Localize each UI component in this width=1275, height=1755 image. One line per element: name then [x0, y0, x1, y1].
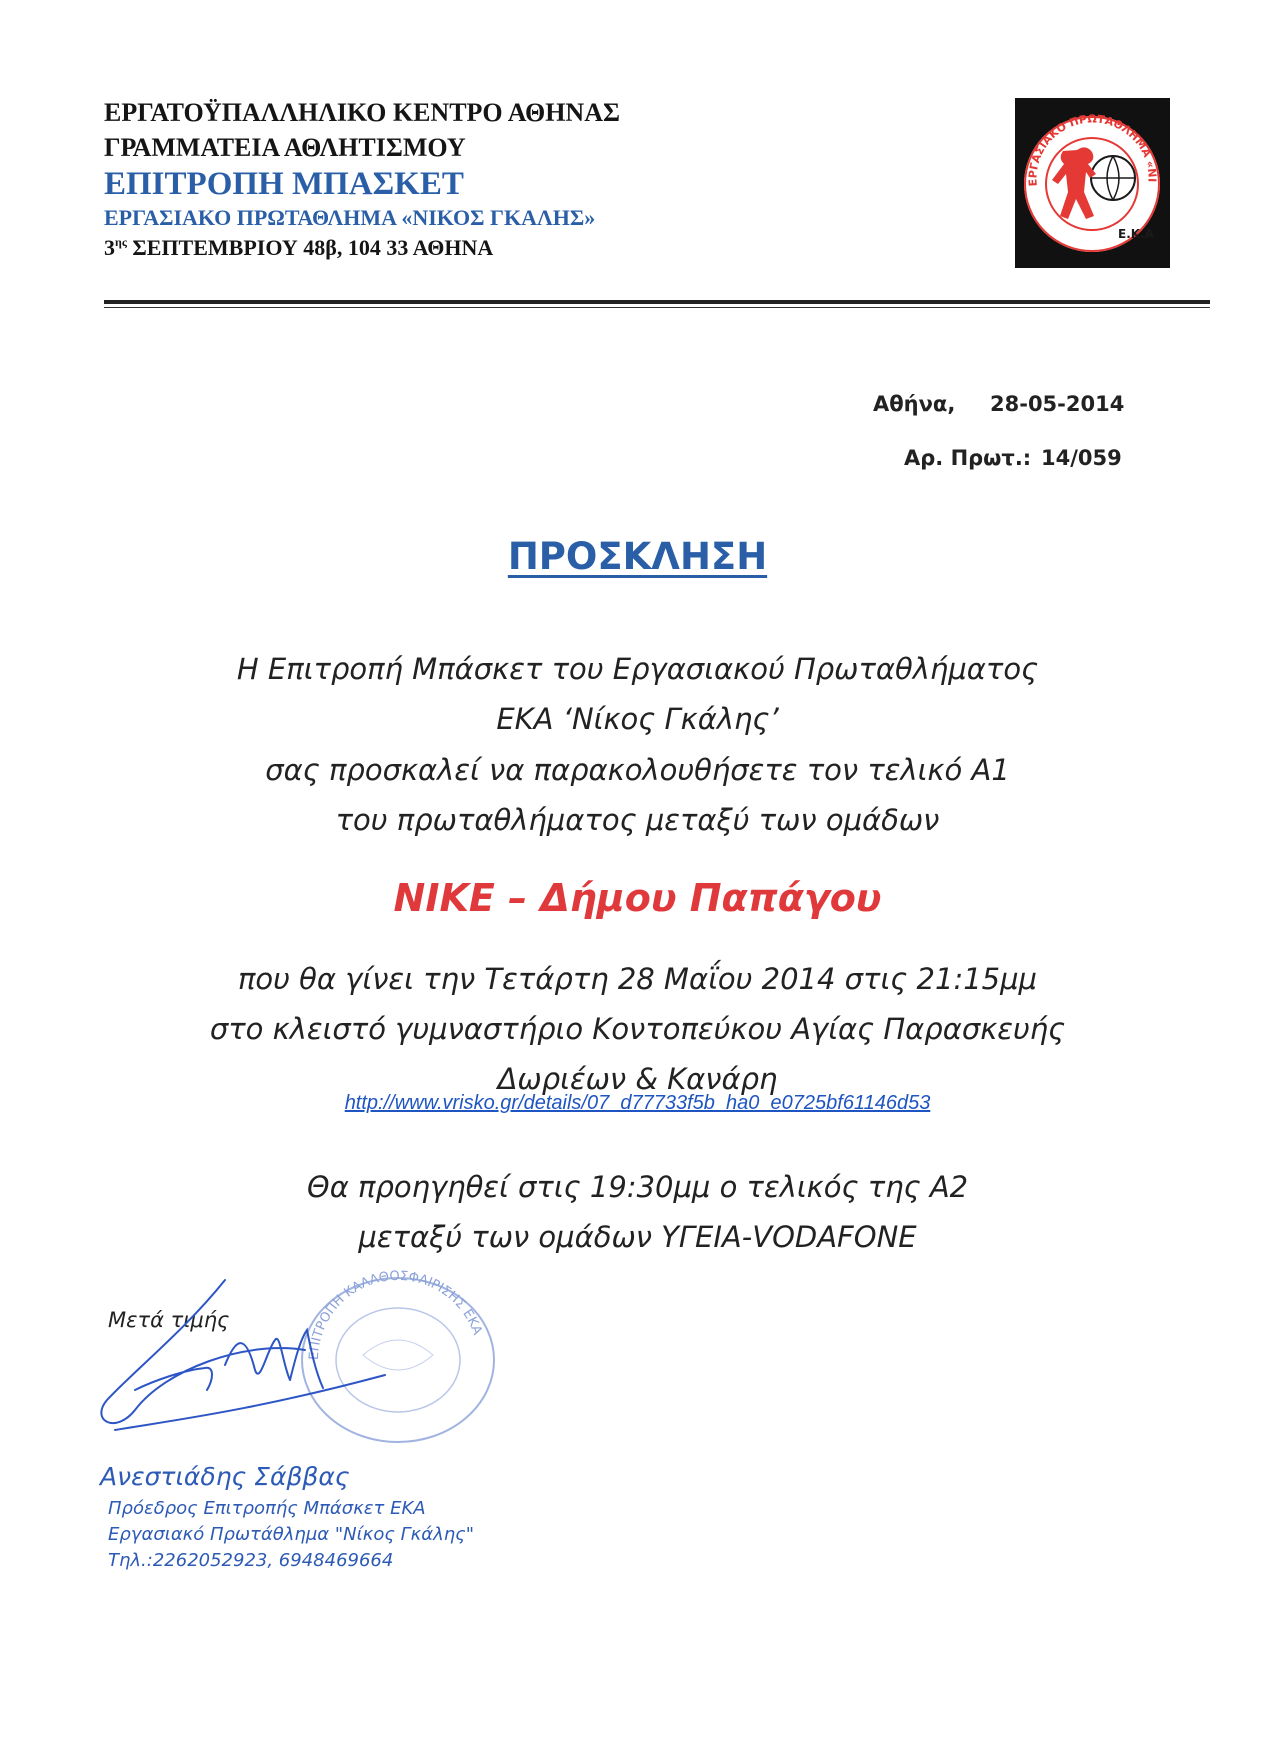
page-title: ΠΡΟΣΚΛΗΣΗ	[507, 535, 768, 578]
protocol-number: 14/059	[1041, 446, 1122, 470]
venue-link[interactable]: http://www.vrisko.gr/details/07_d77733f5b_ha0_e0725bf61146d53	[344, 1092, 931, 1114]
body-line-4: του πρωταθλήματος μεταξύ των ομάδων	[335, 803, 940, 837]
address: $3^{\eta\varsigma}$ ΣΕΠΤΕΜΒΡΙΟΥ 48β, 104 33 ΑΘΗΝΑ	[104, 235, 494, 260]
signer-role: Πρόεδρος Επιτροπής Μπάσκετ ΕΚΑ	[108, 1498, 426, 1519]
body-line-5: που θα γίνει την Τετάρτη 28 Μαΐου 2014 στις 21:15μμ	[237, 962, 1038, 996]
closing-phrase: Μετά τιμής	[108, 1308, 230, 1332]
body-line-6: στο κλειστό γυμναστήριο Κοντοπεύκου Αγίας Παρασκευής	[209, 1012, 1066, 1046]
signature-icon	[95, 1270, 395, 1470]
signer-name: Ανεστιάδης Σάββας	[100, 1462, 350, 1491]
logo-abbreviation: Ε.Κ.Α	[1118, 227, 1154, 241]
stamp-text: ΕΠΙΤΡΟΠΗ ΚΑΛΑΘΟΣΦΑΙΡΙΣΗΣ ΕΚΑ	[306, 1268, 485, 1361]
body-line-7: Δωριέων & Κανάρη	[497, 1062, 778, 1096]
header-rule-thick	[104, 300, 1210, 304]
final-teams: NIKE – Δήμου Παπάγου	[393, 876, 882, 920]
body-line-1: Η Επιτροπή Μπάσκετ του Εργασιακού Πρωταθλήματος	[236, 652, 1039, 686]
body-line-9: μεταξύ των ομάδων ΥΓΕΙΑ-VODAFONE	[358, 1220, 917, 1254]
body-line-3: σας προσκαλεί να παρακολουθήσετε τον τελικό Α1	[265, 753, 1010, 787]
basketball-logo-icon	[1015, 98, 1170, 268]
header-rule-thin	[104, 307, 1210, 308]
signer-league: Εργασιακό Πρωτάθλημα "Νίκος Γκάλης"	[108, 1524, 475, 1545]
body-line-2: ΕΚΑ ‘Νίκος Γκάλης’	[496, 702, 779, 736]
org-name: ΕΡΓΑΤΟΫΠΑΛΛΗΛΙΚΟ ΚΕΝΤΡΟ ΑΘΗΝΑΣ	[104, 98, 620, 127]
place-label: Αθήνα,	[873, 392, 956, 416]
signer-phone: Τηλ.:2262052923, 6948469664	[108, 1550, 394, 1571]
logo-ring-text: ΕΡΓΑΣΙΑΚΟ ΠΡΩΤΑΘΛΗΜΑ «ΝΙ	[1026, 112, 1159, 187]
body-line-8: Θα προηγηθεί στις 19:30μμ ο τελικός της Α2	[306, 1170, 969, 1204]
committee-name: ΕΠΙΤΡΟΠΗ ΜΠΑΣΚΕΤ	[104, 166, 464, 202]
handwritten-signature	[95, 1270, 395, 1474]
league-logo	[1015, 98, 1170, 268]
league-name: ΕΡΓΑΣΙΑΚΟ ΠΡΩΤΑΘΛΗΜΑ «ΝΙΚΟΣ ΓΚΑΛΗΣ»	[104, 205, 596, 230]
department-name: ΓΡΑΜΜΑΤΕΙΑ ΑΘΛΗΤΙΣΜΟΥ	[104, 133, 466, 162]
protocol-label: Αρ. Πρωτ.:	[904, 446, 1032, 470]
document-date: 28-05-2014	[990, 392, 1125, 416]
